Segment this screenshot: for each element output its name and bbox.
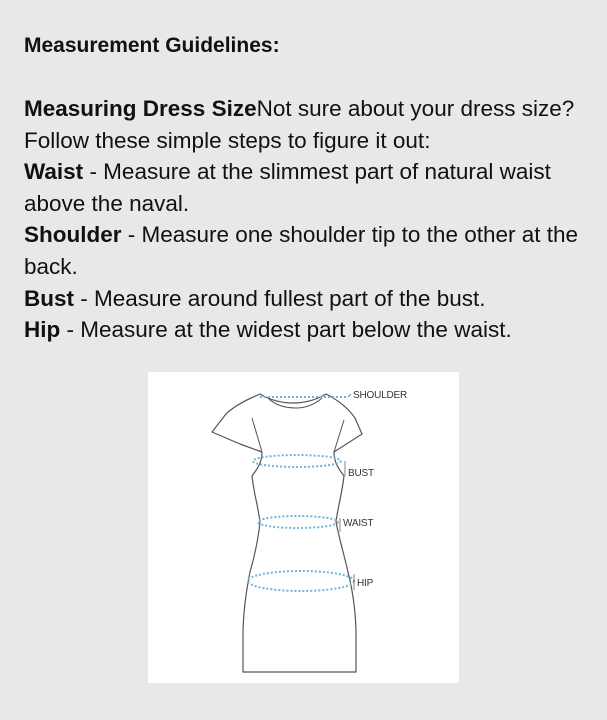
intro-text: Not sure about your dress size? Follow these simple steps to figure it out: bbox=[24, 96, 575, 153]
left-sleeve-seam bbox=[252, 418, 262, 452]
shoulder-leader bbox=[348, 394, 351, 397]
bust-label: BUST bbox=[348, 468, 374, 479]
waist-desc: - Measure at the slimmest part of natural waist above the naval. bbox=[24, 159, 551, 216]
bust-term: Bust bbox=[24, 285, 74, 311]
dress-measurement-diagram bbox=[148, 372, 459, 683]
bust-desc: - Measure around fullest part of the bust. bbox=[74, 285, 486, 311]
hip-desc: - Measure at the widest part below the waist. bbox=[60, 317, 512, 343]
shoulder-label: SHOULDER bbox=[353, 390, 407, 401]
shoulder-term: Shoulder bbox=[24, 222, 122, 248]
bust-tape bbox=[253, 455, 341, 467]
page-heading: Measurement Guidelines: bbox=[24, 34, 280, 57]
hip-term: Hip bbox=[24, 317, 61, 343]
shoulder-desc: - Measure one shoulder tip to the other at the back. bbox=[24, 222, 579, 279]
intro-title: Measuring Dress Size bbox=[24, 96, 257, 121]
waist-term: Waist bbox=[24, 159, 84, 185]
waist-tape bbox=[258, 516, 338, 528]
guidelines-text bbox=[24, 93, 589, 346]
spacer bbox=[24, 62, 589, 93]
guidelines-content bbox=[24, 30, 589, 346]
waist-label: WAIST bbox=[343, 518, 374, 529]
dress-diagram-svg bbox=[148, 372, 459, 683]
hip-label: HIP bbox=[357, 578, 374, 589]
hip-tape bbox=[248, 571, 354, 591]
